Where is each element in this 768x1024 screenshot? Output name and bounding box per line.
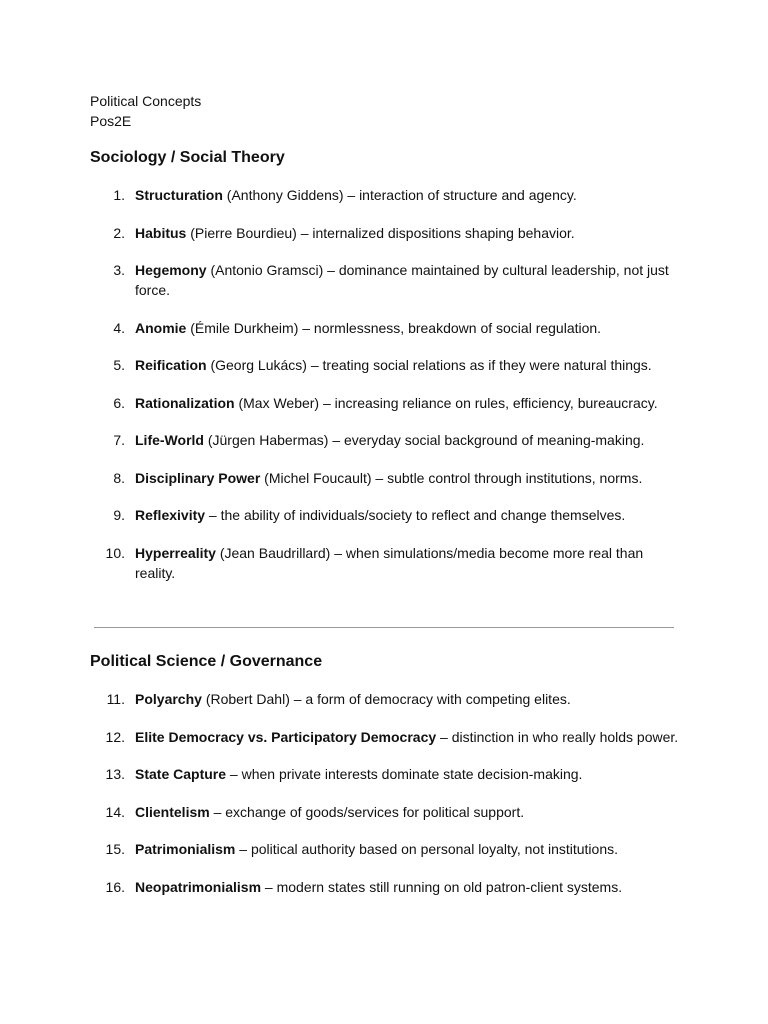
list-item: 11. Polyarchy (Robert Dahl) – a form of democracy with competing elites. (106, 691, 571, 707)
document-subtitle: Pos2E (90, 113, 132, 129)
list-item: 9. Reflexivity – the ability of individuals/society to reflect and change themselves. (113, 507, 626, 523)
list-item: 8. Disciplinary Power (Michel Foucault) – subtle control through institutions, norms. (113, 469, 643, 486)
list-item: 3. Hegemony (Antonio Gramsci) – dominance maintained by cultural leadership, not just force. (113, 262, 669, 298)
list-item: 2. Habitus (Pierre Bourdieu) – internalized dispositions shaping behavior. (113, 224, 575, 241)
list-item: 13. State Capture – when private interests dominate state decision-making. (105, 766, 583, 782)
concept-list-political-science (90, 689, 680, 914)
list-item: 5. Reification (Georg Lukács) – treating social relations as if they were natural things. (113, 357, 652, 373)
list-item: 16. Neopatrimonialism – modern states still running on old patron-client systems. (105, 878, 623, 895)
list-item: 15. Patrimonialism – political authority based on personal loyalty, not institutions. (105, 841, 619, 857)
section-divider (94, 627, 674, 628)
section-heading-sociology: Sociology / Social Theory (90, 149, 285, 166)
list-item: 7. Life-World (Jürgen Habermas) – everyday social background of meaning-making. (113, 432, 645, 448)
document-title: Political Concepts (90, 93, 202, 109)
list-item: 10. Hyperreality (Jean Baudrillard) – when simulations/media become more real than reality. (105, 544, 644, 581)
list-item: 4. Anomie (Émile Durkheim) – normlessness, breakdown of social regulation. (113, 319, 602, 336)
document-header (90, 91, 201, 131)
list-item: 12. Elite Democracy vs. Participatory Democracy – distinction in who really holds power. (105, 728, 679, 745)
list-item: 6. Rationalization (Max Weber) – increasing reliance on rules, efficiency, bureaucracy. (113, 394, 658, 411)
concept-list-sociology (90, 185, 680, 600)
list-item: 14. Clientelism – exchange of goods/services for political support. (105, 803, 525, 820)
list-item: 1. Structuration (Anthony Giddens) – interaction of structure and agency. (113, 187, 577, 203)
section-heading-political-science: Political Science / Governance (90, 653, 323, 670)
